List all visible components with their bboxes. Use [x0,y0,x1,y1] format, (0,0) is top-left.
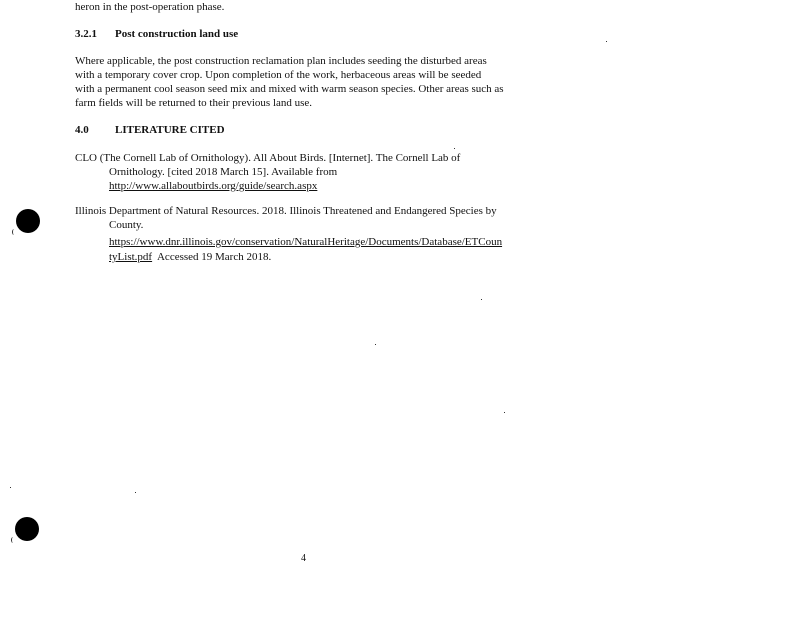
top-fragment: heron in the post-operation phase. [75,1,225,13]
reference-1-line-1: CLO (The Cornell Lab of Ornithology). All About Birds. [Internet]. The Cornell Lab of [75,152,461,164]
body-line-1: Where applicable, the post construction reclamation plan includes seeding the disturbed areas [75,55,487,67]
scan-speck [606,41,607,42]
reference-2-line-2: County. [109,219,144,231]
scan-speck [481,299,482,300]
section-4-0-title: LITERATURE CITED [115,124,225,136]
punch-hole-top [16,209,40,233]
scan-mark [11,537,15,543]
reference-2-accessed: Accessed 19 March 2018. [152,251,272,263]
scan-speck [135,492,136,493]
reference-2-url-link[interactable]: https://www.dnr.illinois.gov/conservation/NaturalHeritage/Documents/Database/ETCoun [109,236,503,248]
scan-mark [12,229,16,235]
reference-1-url-link[interactable]: http://www.allaboutbirds.org/guide/search.aspx [109,180,318,192]
body-line-3: with a permanent cool season seed mix and mixed with warm season species. Other areas such as [75,83,504,95]
scan-speck [454,148,455,149]
page-number: 4 [301,553,306,564]
section-3-2-1-number: 3.2.1 [75,28,97,40]
section-3-2-1-title: Post construction land use [115,28,239,40]
scan-speck [504,412,505,413]
body-line-4: farm fields will be returned to their previous land use. [75,97,313,109]
reference-1-line-2: Ornithology. [cited 2018 March 15]. Available from [109,166,338,178]
reference-2-line-1: Illinois Department of Natural Resources. 2018. Illinois Threatened and Endangered Species by [75,205,497,217]
scan-speck [375,344,376,345]
reference-2-url-link-continued[interactable]: tyList.pdf [109,251,153,263]
section-4-0-number: 4.0 [75,124,89,136]
punch-hole-bottom [15,517,39,541]
reference-2-line-4 [109,250,271,264]
scan-speck [10,487,11,488]
body-line-2: with a temporary cover crop. Upon completion of the work, herbaceous areas will be seeded [75,69,482,81]
